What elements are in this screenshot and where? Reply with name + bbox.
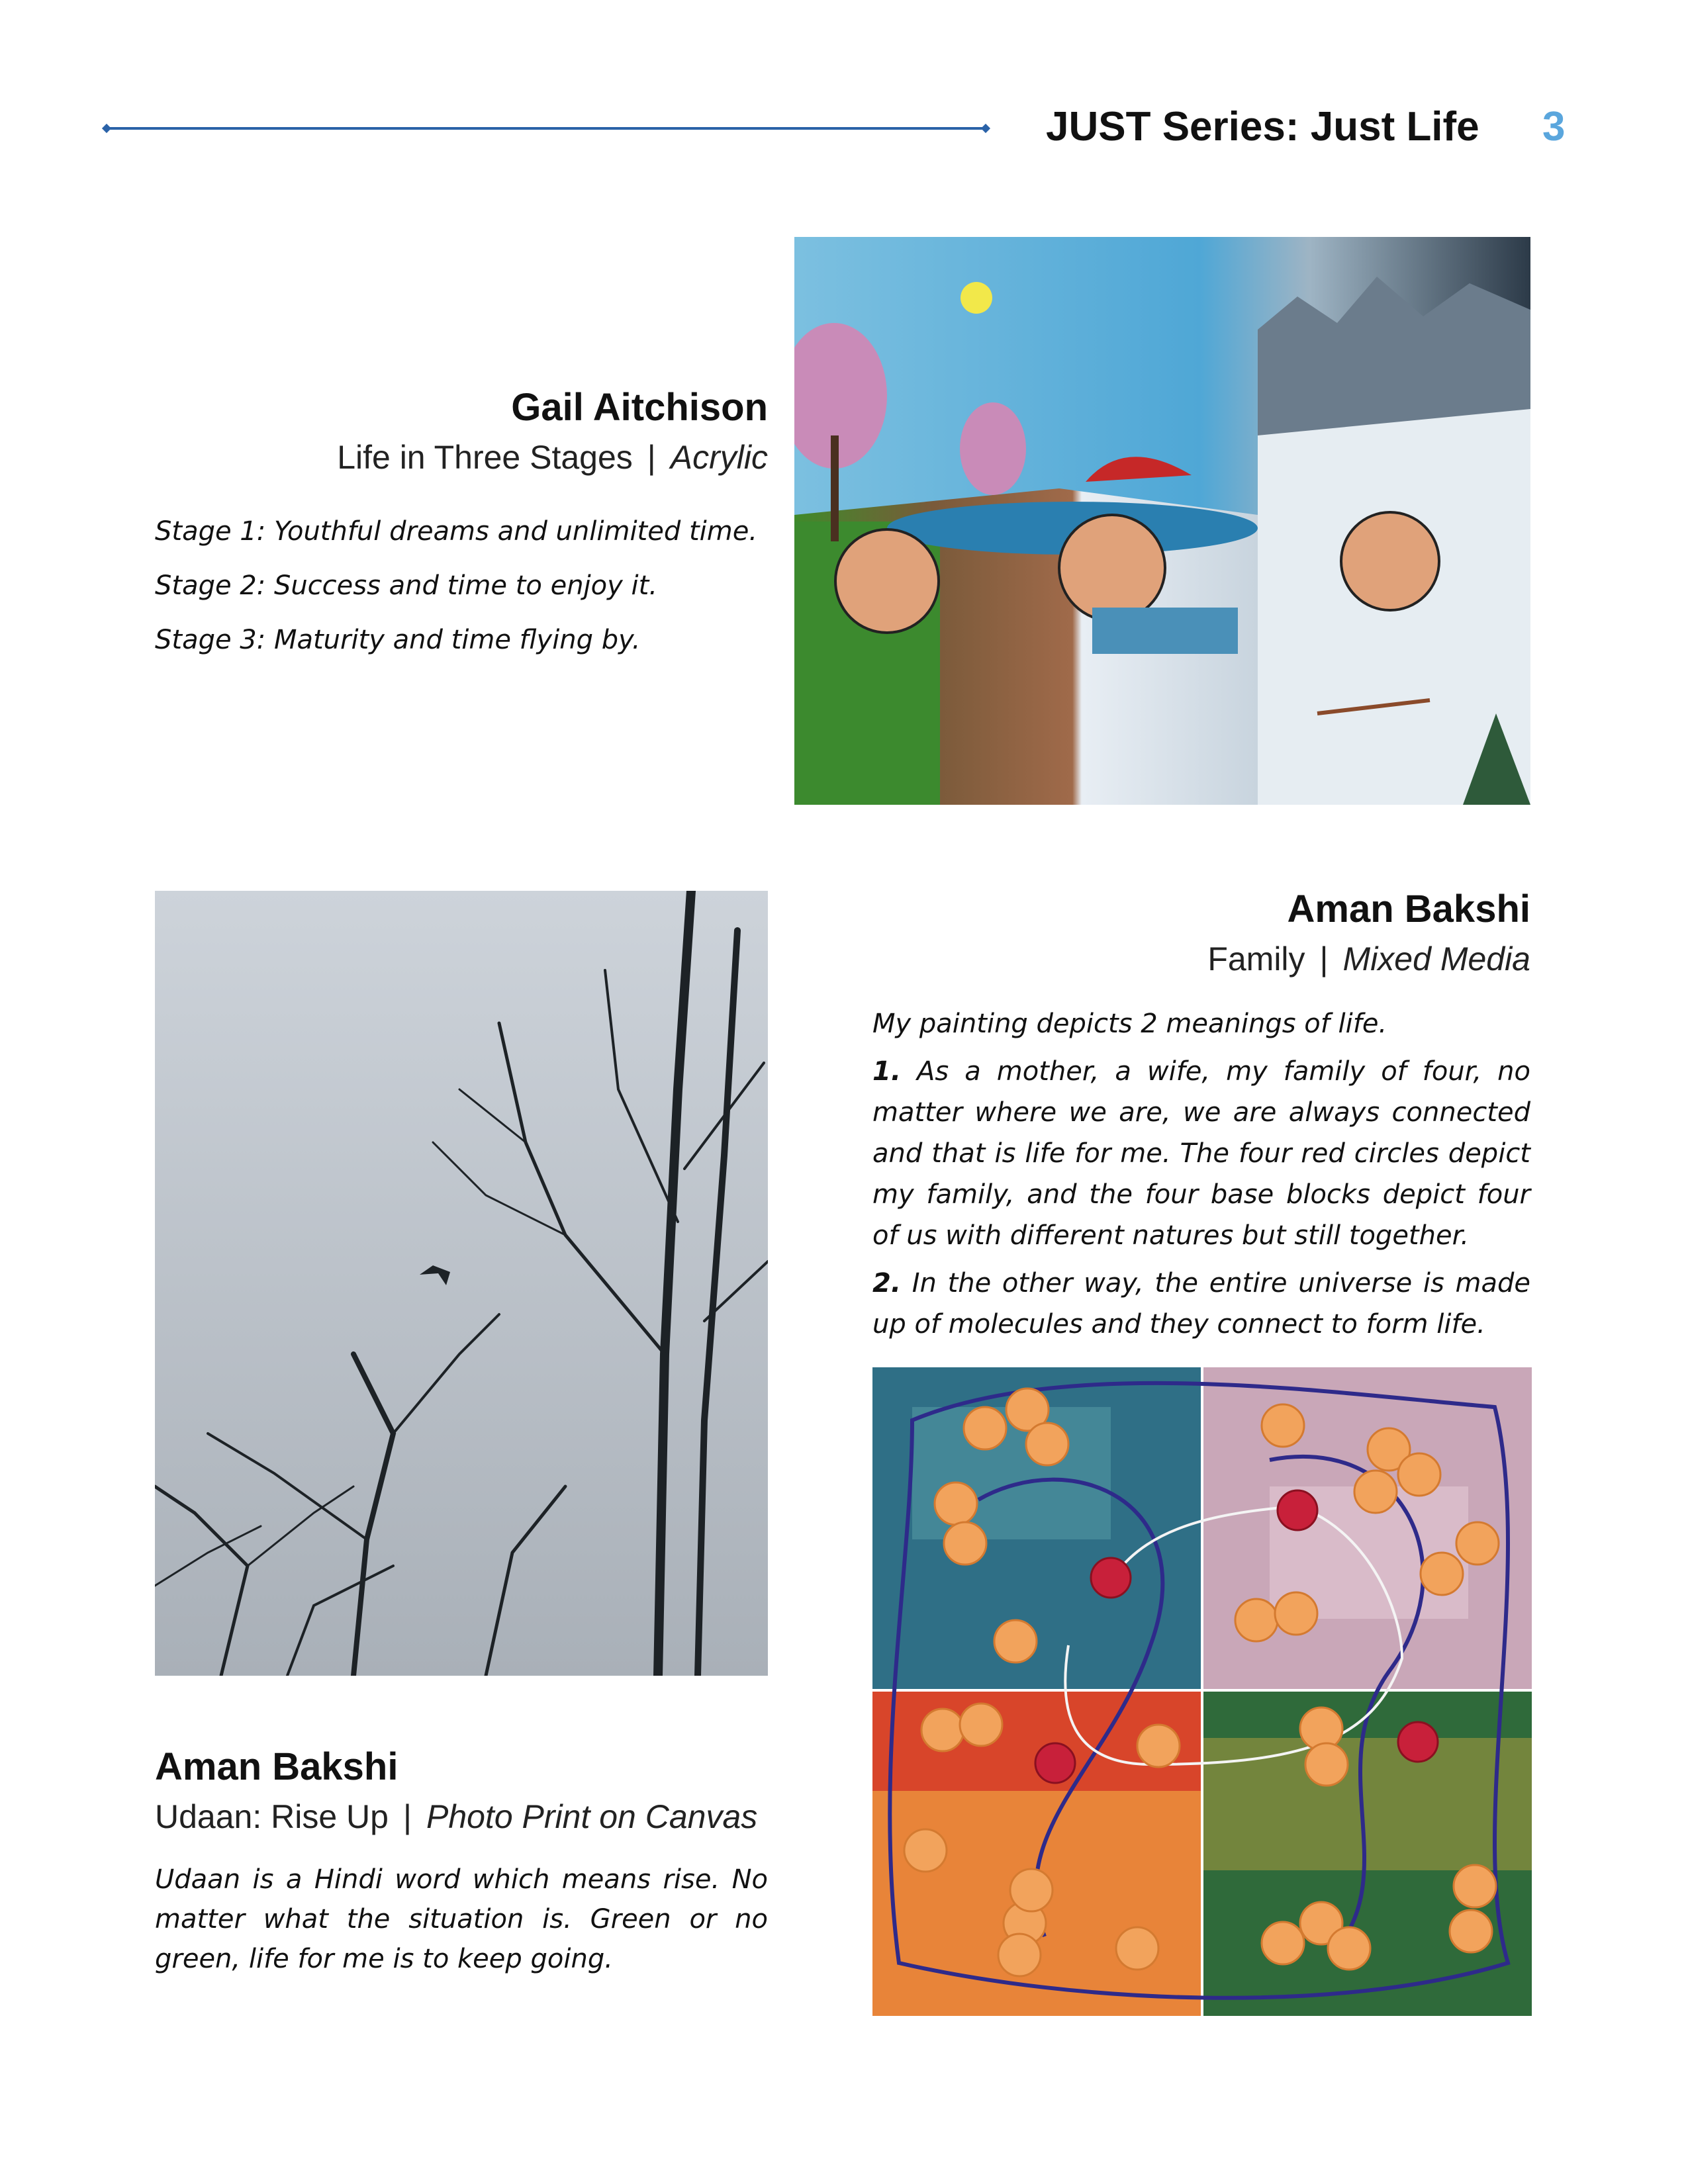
artwork-image-udaan-rise-up [155,891,768,1676]
point-number: 1. [872,1056,902,1087]
description-line: Stage 2: Success and time to enjoy it. [155,570,658,601]
caption-separator: | [1319,940,1329,978]
header-rule [106,127,986,130]
point-text: As a mother, a wife, my family of four, no matter where we are, we are always connected and that is life for me. The four red circles depict my family, and the four base blocks depict four of us with different natures but still together. [872,1056,1530,1251]
caption-separator: | [647,439,656,476]
caption-separator: | [402,1798,412,1835]
artist-name: Gail Aitchison [511,386,768,429]
description-line: Stage 1: Youthful dreams and unlimited time. [155,516,758,547]
point-number: 2. [872,1268,902,1298]
artwork-caption [155,1797,757,1836]
description-point [872,1263,1530,1345]
description-point [872,1051,1530,1256]
artwork-medium: Acrylic [670,439,768,476]
artwork-image-family [872,1367,1532,2016]
artwork-title: Family [1207,940,1305,978]
rule-end-marker [981,124,990,133]
artwork-title: Life in Three Stages [337,439,633,476]
artist-name: Aman Bakshi [155,1745,399,1788]
description-intro: My painting depicts 2 meanings of life. [872,1009,1387,1039]
page-number: 3 [1542,104,1566,150]
artwork-description: Udaan is a Hindi word which means rise. No matter what the situation is. Green or no green, life for me is to keep going. [155,1864,768,1974]
description-line: Stage 3: Maturity and time flying by. [155,625,641,655]
series-title: JUST Series: Just Life [1046,104,1479,150]
artwork-description [872,1003,1530,1345]
artwork-medium: Photo Print on Canvas [426,1798,758,1835]
artwork-title: Udaan: Rise Up [155,1798,389,1835]
artwork-description [155,504,790,667]
artwork-image-life-in-three-stages [794,237,1530,805]
artist-name: Aman Bakshi [1287,887,1530,931]
point-text: In the other way, the entire universe is made up of molecules and they connect to form life. [872,1268,1531,1340]
artwork-caption [1207,940,1530,978]
artwork-medium: Mixed Media [1342,940,1530,978]
artwork-caption [337,438,768,477]
